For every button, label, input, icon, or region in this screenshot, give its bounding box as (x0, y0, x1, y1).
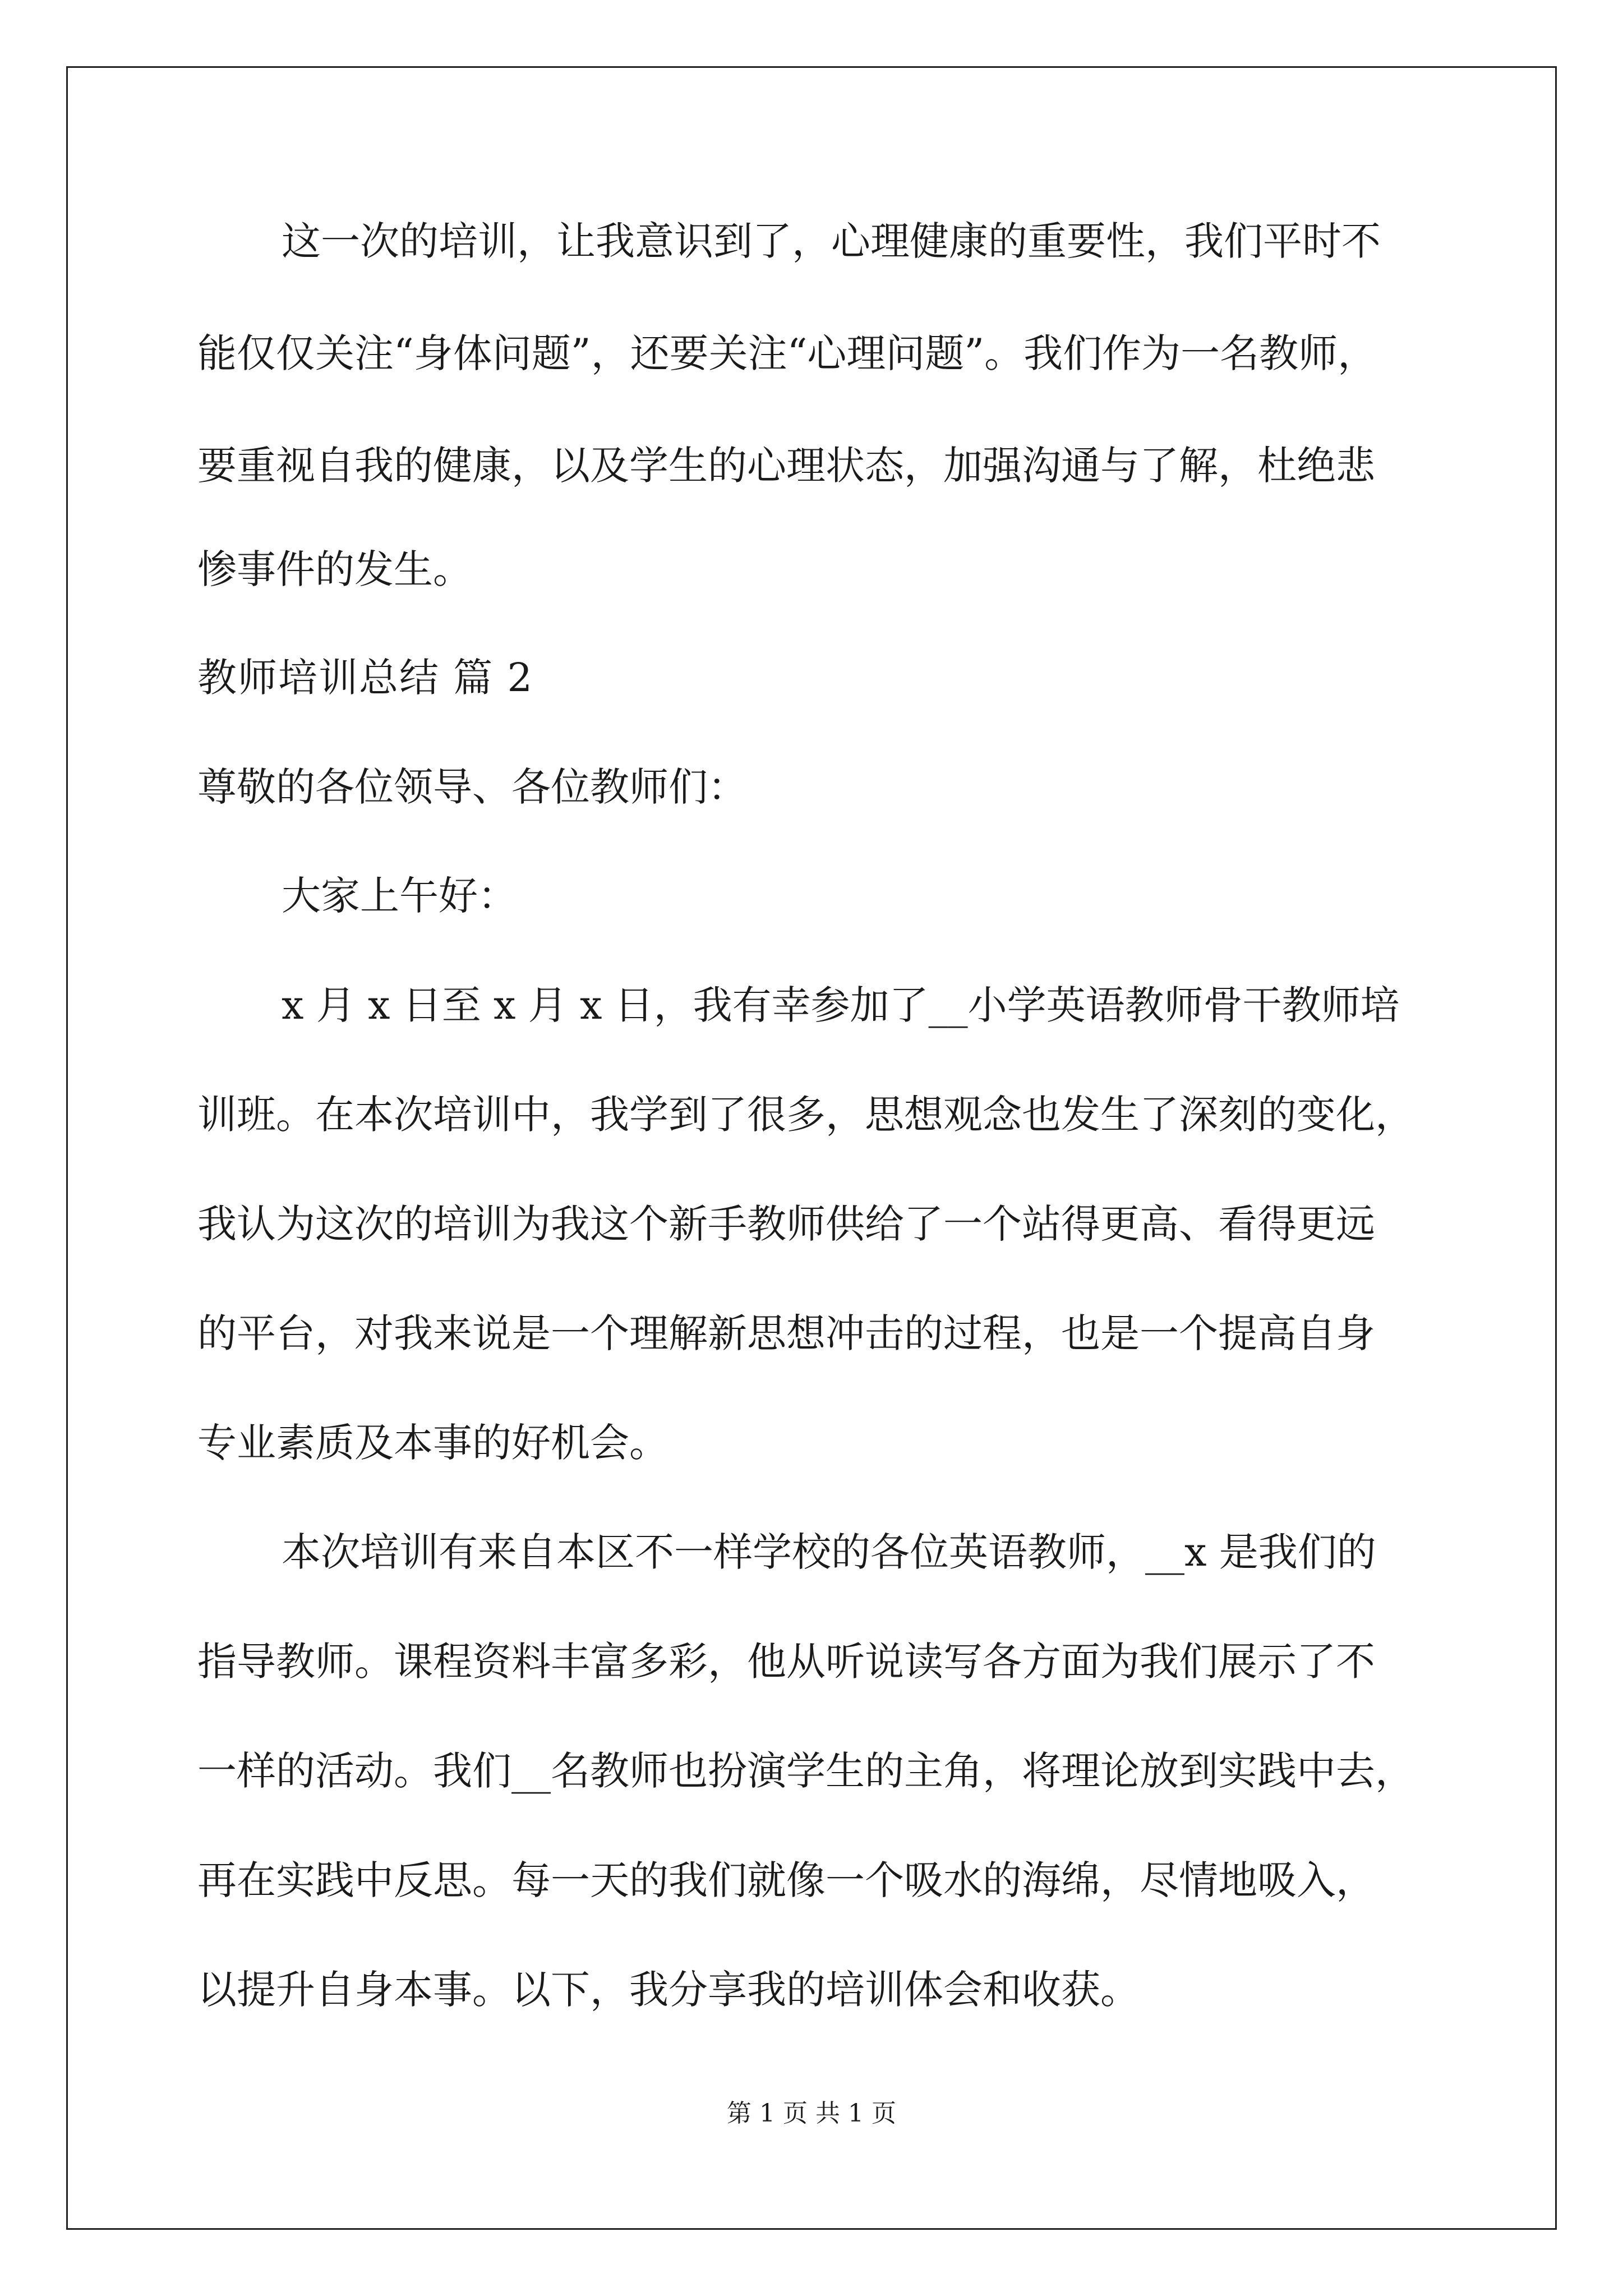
paragraph-line: 惨事件的发生。 (197, 546, 472, 592)
paragraph-line: 专业素质及本事的好机会。 (197, 1420, 668, 1466)
paragraph-line: 一样的活动。我们__名教师也扮演学生的主角，将理论放到实践中去， (197, 1748, 1414, 1794)
paragraph-line: 再在实践中反思。每一天的我们就像一个吸水的海绵，尽情地吸入， (197, 1857, 1375, 1903)
paragraph-line: 要重视自我的健康，以及学生的心理状态，加强沟通与了解，杜绝悲 (197, 443, 1375, 489)
greeting: 大家上午好： (282, 873, 517, 919)
section-heading: 教师培训总结 篇 2 (197, 655, 534, 701)
page-footer: 第 1 页 共 1 页 (727, 2099, 896, 2128)
paragraph-line: 本次培训有来自本区不一样学校的各位英语教师，__x 是我们的 (282, 1529, 1376, 1575)
paragraph-line: 训班。在本次培训中，我学到了很多，思想观念也发生了深刻的变化， (197, 1092, 1414, 1138)
paragraph-line: 能仅仅关注“身体问题”，还要关注“心理问题”。我们作为一名教师， (197, 330, 1377, 376)
paragraph-line: 指导教师。课程资料丰富多彩，他从听说读写各方面为我们展示了不 (197, 1639, 1375, 1685)
paragraph-line: 以提升自身本事。以下，我分享我的培训体会和收获。 (197, 1967, 1140, 2013)
paragraph-line: 我认为这次的培训为我这个新手教师供给了一个站得更高、看得更远 (197, 1201, 1375, 1247)
salutation: 尊敬的各位领导、各位教师们： (197, 764, 747, 810)
paragraph-line: x 月 x 日至 x 月 x 日，我有幸参加了__小学英语教师骨干教师培 (282, 982, 1400, 1028)
paragraph-line: 这一次的培训，让我意识到了，心理健康的重要性，我们平时不 (282, 218, 1381, 264)
paragraph-line: 的平台，对我来说是一个理解新思想冲击的过程，也是一个提高自身 (197, 1310, 1375, 1356)
